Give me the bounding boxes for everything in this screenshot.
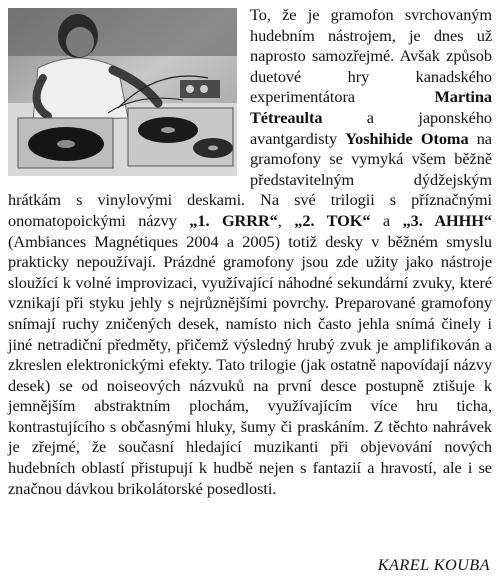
album-title-3: „3. AHHH“ — [402, 210, 492, 230]
photo-spacer — [8, 5, 245, 176]
article-text-part-4: (Ambiances Magnétiques 2004 a 2005) totiž desky v běžném smyslu prakticky nepoužívají. Prázdné gramofony jsou zde užity jako nástroje sloužící k volné improvizaci, využívající náhodné sekundární zvuky, které vznikají při styku jehly s nejrůznějšími povrchy. Preparované gramofony snímají ruchy zničených desek, namísto nich často jehla snímá činely i jiné netradiční předměty, přičemž výsledný hrubý zvuk je amplifikován a zkreslen elektronickými efekty. Tato trilogie (jak ostatně napovídají názvy desek) se od noiseových názvuků na první desce postupně ztišuje k jemnějším abstraktním plochám, využívajícím více hru ticha, kontrastujícího s občasnými hluky, šumy či praskáním. Z těchto nahrávek je zřejmé, že současní hledající muzikanti při objevování nových hudebních oblastí přistupují k hudbě nejen s fantazií a hravostí, ale i se značnou dávkou brikolátorské posedlosti. — [8, 231, 492, 498]
artist-name-tetreault: Martina Tétreaulta — [250, 87, 492, 127]
article-text-part-1: To, že je gramofon svrchovaným hudebním nástrojem, je dnes už naprosto samozřejmé. Avšak způsob duetové hry kanadského experimentátora — [250, 5, 492, 107]
album-separator-2: a — [370, 210, 403, 230]
artist-name-otomo: Yoshihide Otoma — [345, 128, 469, 148]
author-signature: KAREL KOUBA — [377, 555, 490, 574]
album-separator-1: , — [277, 210, 295, 230]
article-text-part-3: na gramofony se vymyká všem běžně představitelným dýdžejským hrátkám s vinylovými deskami. Na své trilogii s příznačnými onomatopoickými názvy — [8, 128, 492, 230]
article-body — [8, 5, 492, 499]
article-text-part-2: a japonského avantgardisty — [250, 107, 492, 148]
album-title-1: „1. GRRR“ — [189, 210, 278, 230]
album-title-2: „2. TOK“ — [294, 210, 371, 230]
